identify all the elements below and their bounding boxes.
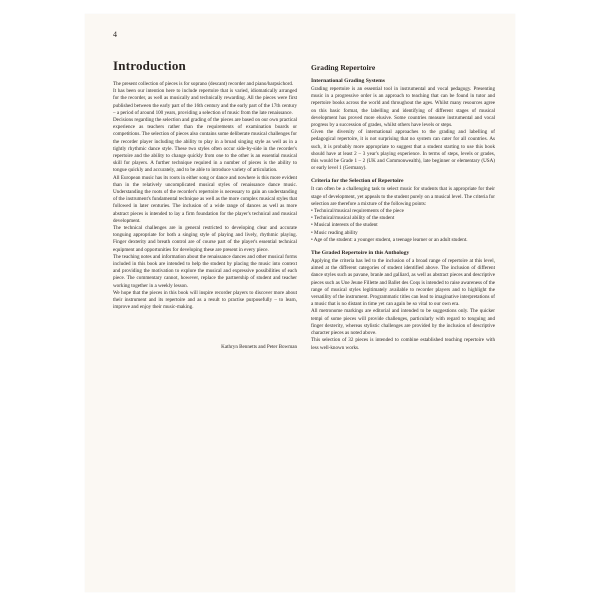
intro-paragraph: All European music has its roots in either song or dance and nowhere is this more evident than in the relatively uncomplicated musical styles of renaissance dance music. Understanding the roots of the recorder's repertoire is necessary to gain an understanding of the instrument's fundamental technique as well as the more complex musical styles that followed in later centuries. The inclusion of a wide range of dances as well as more abstract pieces is intended to lay a firm foundation for the player's technical and musical development.	[113, 174, 297, 224]
introduction-column	[113, 58, 297, 351]
section-heading-anthology: The Graded Repertoire in this Anthology	[311, 250, 410, 257]
intro-paragraph: It has been our intention here to include repertoire that is varied, idiomatically arranged for the recorder, as well as musically and technically rewarding. All the pieces were first published between the early part of the 16th century and the early part of the 17th century – a period of around 100 years, providing a selection of music from the late renaissance.	[113, 88, 297, 116]
criteria-list	[311, 208, 495, 244]
list-item: • Music reading ability	[311, 229, 358, 236]
grading-paragraph: All metronome markings are editorial and intended to be suggestions only. The quicker tempi of some pieces will provide challenges, particularly with regard to tonguing and finger dexterity, whereas stylistic challenges are provided by the inclusion of descriptive character pieces as noted above.	[311, 308, 495, 337]
grading-title: Grading Repertoire	[311, 63, 376, 72]
section-heading-criteria: Criteria for the Selection of Repertoire	[311, 178, 404, 185]
spacer	[113, 312, 297, 340]
grading-paragraph: Applying the criteria has led to the inclusion of a broad range of repertoire at this level, aimed at the different categories of student identified above. The inclusion of different dance styles such as pavane, branle and galliard, as well as abstract pieces and descriptive pieces such as Une Jeune Fillette and Ballet des Coqs is intended to raise awareness of the range of musical styles legitimately available to recorder players and to highlight the versatility of the instrument. Programmatic titles can lead to imaginative interpretations of a music that is no distant in time yet can again be so vital to our own era.	[311, 258, 495, 308]
grading-paragraph: Given the diversity of international approaches to the grading and labelling of pedagogical repertoire, it is not surprising that no system can cater for all countries. As such, it is probably more appropriate to suggest that a student starting to use this book should have at least 2 – 3 year's playing experience. In terms of steps, levels or grades, this would be Grade 1 – 2 (UK and Commonwealth), late beginner or elementary (USA) or early level 1 (Germany).	[311, 129, 495, 172]
list-item: • Technical/musical requirements of the piece	[311, 208, 404, 215]
intro-paragraph: Decisions regarding the selection and grading of the pieces are based on our own practical experience as teachers rather than the requirements of examination boards or competitions. The selection of pieces also contains some deliberate musical challenges for the recorder player including the ability to play in a broad singing style as well as in a tightly rhythmic dance style. These two styles often occur side-by-side in the recorder's repertoire and the ability to change quickly from one to the other is an essential musical skill for players. A further technique required in a number of pieces is the ability to tongue quickly and accurately, and to be able to introduce variety of articulation.	[113, 117, 297, 174]
grading-paragraph: It can often be a challenging task to select music for students that is appropriate for their stage of development, yet appeals to the student purely on a musical level. The criteria for selection are therefore a mixture of the following points:	[311, 186, 495, 207]
intro-paragraph: The present collection of pieces is for soprano (descant) recorder and piano/harpsichord.	[113, 81, 294, 87]
introduction-title: Introduction	[113, 58, 186, 73]
signature: Kathryn Bennetts and Peter Bowman	[221, 343, 297, 350]
list-item: • Age of the student: a younger student, a teenage learner or an adult student.	[311, 236, 468, 243]
grading-paragraph: This selection of 32 pieces is intended to combine established teaching repertoire with less well-known works.	[311, 337, 495, 351]
list-item: • Technical/musical ability of the student	[311, 215, 395, 222]
book-page	[85, 14, 515, 592]
section-heading-international: International Grading Systems	[311, 78, 385, 84]
grading-paragraph: Grading repertoire is an essential tool in instrumental and vocal pedagogy. Presenting music in a progressive order is an approach to teaching that can be found in tutor and repertoire books across the world and throughout the ages. Whilst many resources agree on this basic format, the labelling and identifying of different stages of musical development has proved more elusive. Some countries measure instrumental and vocal progress by a succession of grades, whilst others have levels or steps.	[311, 86, 495, 129]
intro-paragraph: The technical challenges are in general restricted to developing clear and accurate tonguing appropriate for both a singing style of playing and lively, rhythmic playing. Finger dexterity and breath control are of course part of the player's essential technical equipment and opportunities for developing these are present in every piece.	[113, 225, 297, 253]
grading-column	[311, 58, 495, 352]
page-number: 4	[113, 30, 117, 39]
intro-paragraph: The teaching notes and information about the renaissance dances and other musical forms included in this book are intended to help the student by placing the music into context and providing the motivation to explore the musical and expressive possibilities of each piece. The commentary cannot, however, replace the partnership of student and teacher working together in a weekly lesson.	[113, 253, 297, 289]
list-item: • Musical interests of the student	[311, 222, 378, 229]
intro-paragraph: We hope that the pieces in this book will inspire recorder players to discover more about their instrument and its repertoire and as a result to practise purposefully – to learn, improve and enjoy their music-making.	[113, 289, 297, 311]
